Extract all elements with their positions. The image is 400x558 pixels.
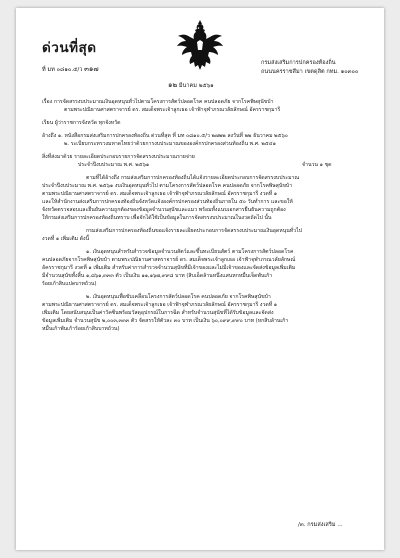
continuation-marker: /๓. กรมส่งเสริม ...	[298, 522, 343, 528]
para1-line: ให้กรมส่งเสริมการปกครองท้องถิ่นทราบ เพื่อจักได้ใช้เป็นข้อมูลในการจัดสรรงบประมาณในงวดถัดไป นั้น	[42, 215, 272, 221]
para3-line: มีจำนวนสุนัขทั้งสิ้น ๑,๘๖๑,๓๓๓ ตัว เป็นเงิน ๑๑,๑๖๗,๙๙๘ บาท (สิบเอ็ดล้านหนึ่งแสนหกหมื่นเจ็ดพันเก้า	[42, 273, 273, 279]
para3-line: ๑. เงินอุดหนุนสำหรับสำรวจข้อมูลจำนวนสัตว์และขึ้นทะเบียนสัตว์ ตามโครงการสัตว์ปลอดโรค	[86, 249, 294, 255]
para4-line: หมื่นเก้าพันเก้าร้อยเก้าสิบบาทถ้วน)	[42, 326, 120, 332]
para2-line: งวดที่ ๑ เพิ่มเติม ดังนี้	[42, 236, 90, 242]
para1-line: ตามพระปณิธานศาสตราจารย์ ดร. สมเด็จพระเจ้าลูกเธอ เจ้าฟ้าจุฬาภรณวลัยลักษณ์ อัครราชกุมารี งวดที่ ๑	[42, 191, 278, 197]
document-number-handwritten: ๓๑๗	[84, 65, 99, 73]
para1-line: ประจำปีงบประมาณ พ.ศ. ๒๕๖๑ งบเงินอุดหนุนทั่วไป ตามโครงการสัตว์ปลอดโรค คนปลอดภัย จากโรคพิษสุนัขบ้า	[42, 183, 293, 189]
attachment-line-2: ประจำปีงบประมาณ พ.ศ. ๒๕๖๑	[78, 162, 150, 168]
para1-line: จังหวัดตรวจสอบและยืนยันความถูกต้องของข้อมูลจำนวนสุนัขและแมว พร้อมทั้งแนบเอกสารยืนยันความถูกต้อง	[42, 207, 286, 213]
urgent-stamp: ด่วนที่สุด	[42, 40, 97, 56]
recipient: เรียน ผู้ว่าราชการจังหวัด ทุกจังหวัด	[42, 120, 121, 126]
para1-line: ตามที่ได้อ้างถึง กรมส่งเสริมการปกครองท้องถิ่นได้แจ้งรายละเอียดประกอบการจัดสรรงบประมาณ	[86, 175, 300, 181]
attachment-quantity: จำนวน ๑ ชุด	[302, 162, 332, 168]
attachment-line-1: สิ่งที่ส่งมาด้วย รายละเอียดประกอบรายการจัดสรรงบประมาณรายจ่าย	[42, 154, 195, 160]
reference-1: อ้างถึง ๑. หนังสือกรมส่งเสริมการปกครองท้องถิ่น ด่วนที่สุด ที่ มท ๐๘๑๐.๕/ว ๒๗๒๒ ลงวันที่ ๒๒ ธันวาคม ๒๕๖๐	[42, 133, 288, 139]
para3-line: คนปลอดภัยจากโรคพิษสุนัขบ้า ตามพระปณิธานศาสตราจารย์ ดร. สมเด็จพระเจ้าลูกเธอ เจ้าฟ้าจุฬาภรณวลัยลักษณ์	[42, 257, 296, 263]
garuda-emblem-icon	[176, 20, 224, 74]
office-address: ถนนนครราชสีมา เขตดุสิต กทม. ๑๐๓๐๐	[261, 69, 359, 75]
para2-line: กรมส่งเสริมการปกครองท้องถิ่นขอแจ้งรายละเอียดประกอบการจัดสรรงบประมาณเงินอุดหนุนทั่วไป	[86, 228, 303, 234]
para4-line: ๒. เงินอุดหนุนเพื่อขับเคลื่อนโครงการสัตว์ปลอดโรค คนปลอดภัย จากโรคพิษสุนัขบ้า	[86, 294, 271, 300]
date-day-handwritten: ๑๒	[168, 81, 178, 89]
document-page	[16, 8, 384, 550]
para4-line: เพิ่มเติม โดยสนับสนุนเป็นค่าวัคซีนพร้อมวัสดุอุปกรณ์ในการฉีด สำหรับจำนวนสุนัขที่ได้รับข้อมูลและจัดส่ง	[42, 310, 274, 316]
para3-line: อัครราชกุมารี งวดที่ ๑ เพิ่มเติม สำหรับค่าการสำรวจจำนวนสุนัขที่มีเจ้าของและไม่มีเจ้าของและจัดส่งข้อมูลเพิ่มเติม	[42, 265, 296, 271]
document-number: ที่ มท ๐๘๑๐.๕/ว ๓๑๗	[42, 65, 99, 73]
issuing-office: กรมส่งเสริมการปกครองท้องถิ่น	[261, 60, 336, 66]
para4-line: ตามพระปณิธานศาสตราจารย์ ดร. สมเด็จพระเจ้าลูกเธอ เจ้าฟ้าจุฬาภรณวลัยลักษณ์ อัครราชกุมารี งวดที่ ๑	[42, 302, 278, 308]
para1-line: และให้สำนักงานส่งเสริมการปกครองท้องถิ่นจังหวัดแจ้งองค์กรปกครองส่วนท้องถิ่นภายใน ๕๐ วันทำการ และขอให้	[42, 199, 293, 205]
subject-line-2: ตามพระปณิธานศาสตราจารย์ ดร. สมเด็จพระเจ้าลูกเธอ เจ้าฟ้าจุฬาภรณวลัยลักษณ์ อัครราชกุมารี	[64, 107, 281, 113]
reference-2: ๒. ระเบียบกระทรวงมหาดไทยว่าด้วยการงบประมาณขององค์กรปกครองส่วนท้องถิ่น พ.ศ. ๒๕๔๑	[64, 141, 276, 147]
document-date: ๑๒ มีนาคม ๒๕๖๑	[168, 81, 214, 89]
para4-line: ข้อมูลเพิ่มเติม จำนวนสุนัข ๒,๐๐๓,๓๓๓ ตัว จัดสรรให้ตัวละ ๓๐ บาท เป็นเงิน ๖๐,๐๙๙,๙๙๐ บาท (หกสิบล้านเก้า	[42, 318, 289, 324]
subject-line-1: เรื่อง การจัดสรรงบประมาณเงินอุดหนุนทั่วไปตามโครงการสัตว์ปลอดโรค คนปลอดภัย จากโรคพิษสุนัขบ้า	[42, 99, 274, 105]
para3-line: ร้อยเก้าสิบแปดบาทถ้วน)	[42, 281, 97, 287]
